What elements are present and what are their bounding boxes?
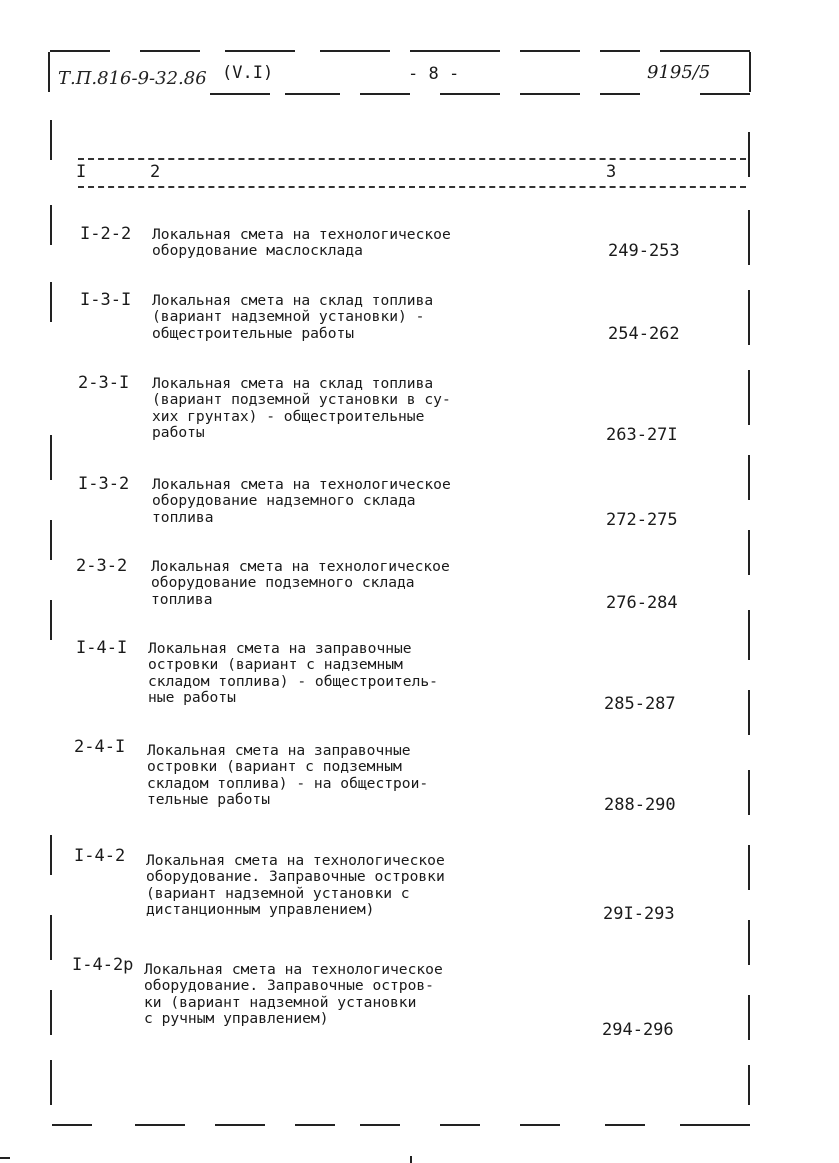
page-range: 285-287 [604, 694, 676, 714]
right-margin-line [748, 290, 750, 345]
table-header-bottom-rule [78, 186, 746, 188]
left-margin-line [50, 915, 52, 960]
page-range: 254-262 [608, 324, 680, 344]
page-range: 294-296 [602, 1020, 674, 1040]
header-bottom-rule [360, 93, 410, 95]
left-margin-line [50, 435, 52, 480]
document-number: Т.П.816-9-32.86 [58, 68, 207, 89]
left-margin-line [50, 282, 52, 322]
estimate-title: Локальная смета на технологическое оборудование маслосклада [152, 226, 451, 260]
footer-rule [135, 1124, 185, 1126]
page-range: 276-284 [606, 593, 678, 613]
header-bottom-rule [700, 93, 750, 95]
left-margin-line [50, 990, 52, 1035]
right-margin-line [748, 690, 750, 735]
header-top-rule [410, 50, 500, 52]
estimate-code: I-4-2р [72, 955, 134, 975]
estimate-code: I-3-2 [78, 474, 130, 494]
estimate-title: Локальная смета на технологическое оборудование. Заправочные островки (вариант надземной установки с дистанционным управлением) [146, 852, 445, 918]
right-margin-line [748, 455, 750, 500]
estimate-code: I-4-I [76, 638, 128, 658]
right-margin-line [748, 370, 750, 425]
right-margin-line [748, 995, 750, 1040]
left-margin-line [50, 835, 52, 875]
left-margin-line [50, 205, 52, 245]
footer-rule [680, 1124, 750, 1126]
inventory-number: 9195/5 [647, 62, 711, 83]
right-margin-line [748, 530, 750, 575]
estimate-title: Локальная смета на заправочные островки (вариант с надземным складом топлива) - общестроитель- ные работы [148, 640, 438, 706]
header-top-rule [520, 50, 580, 52]
estimate-code: I-3-I [80, 290, 132, 310]
footer-rule [360, 1124, 400, 1126]
right-margin-line [748, 132, 750, 177]
column-header-3: 3 [606, 162, 617, 182]
header-bottom-rule [520, 93, 580, 95]
right-margin-line [748, 1065, 750, 1105]
page-range: 249-253 [608, 241, 680, 261]
header-bottom-rule [440, 93, 500, 95]
page-number: - 8 - [408, 64, 460, 84]
estimate-title: Локальная смета на технологическое оборудование. Заправочные остров- ки (вариант надземной установки с ручным управлением) [144, 961, 443, 1027]
header-top-rule [660, 50, 750, 52]
footer-rule [215, 1124, 265, 1126]
header-top-rule [225, 50, 295, 52]
header-left-border [48, 52, 50, 92]
volume-label: (V.I) [222, 63, 274, 83]
estimate-title: Локальная смета на технологическое оборудование подземного склада топлива [151, 558, 450, 608]
footer-rule [605, 1124, 645, 1126]
right-margin-line [748, 210, 750, 265]
header-bottom-rule [600, 93, 640, 95]
right-margin-line [748, 770, 750, 815]
footer-rule [520, 1124, 560, 1126]
estimate-title: Локальная смета на склад топлива (вариант надземной установки) - общестроительные работы [152, 292, 434, 342]
footer-rule [52, 1124, 92, 1126]
right-margin-line [748, 920, 750, 965]
right-margin-line [748, 845, 750, 890]
page-range: 29I-293 [603, 904, 675, 924]
column-header-2: 2 [150, 162, 161, 182]
header-bottom-rule [285, 93, 340, 95]
page-range: 263-27I [606, 425, 678, 445]
scan-edge-mark [410, 1156, 412, 1163]
estimate-title: Локальная смета на заправочные островки (вариант с подземным складом топлива) - на общестрои- тельные работы [147, 742, 429, 808]
header-top-rule [320, 50, 390, 52]
footer-rule [295, 1124, 335, 1126]
estimate-code: 2-3-I [78, 373, 130, 393]
left-margin-line [50, 520, 52, 560]
page-range: 272-275 [606, 510, 678, 530]
left-margin-line [50, 120, 52, 160]
table-header-top-rule [78, 158, 746, 160]
estimate-code: 2-3-2 [76, 556, 128, 576]
left-margin-line [50, 600, 52, 640]
header-bottom-rule [210, 93, 270, 95]
scan-edge-mark [0, 1157, 10, 1159]
estimate-code: 2-4-I [74, 737, 126, 757]
header-right-border [749, 52, 751, 92]
header-top-rule [140, 50, 200, 52]
estimate-title: Локальная смета на склад топлива (вариант подземной установки в су- хих грунтах) - общестроительные работы [152, 375, 451, 441]
page-range: 288-290 [604, 795, 676, 815]
estimate-code: I-2-2 [80, 224, 132, 244]
right-margin-line [748, 610, 750, 660]
header-top-rule [50, 50, 110, 52]
left-margin-line [50, 1060, 52, 1105]
footer-rule [440, 1124, 480, 1126]
estimate-title: Локальная смета на технологическое оборудование надземного склада топлива [152, 476, 451, 526]
column-header-1: I [76, 162, 87, 182]
header-top-rule [600, 50, 640, 52]
estimate-code: I-4-2 [74, 846, 126, 866]
